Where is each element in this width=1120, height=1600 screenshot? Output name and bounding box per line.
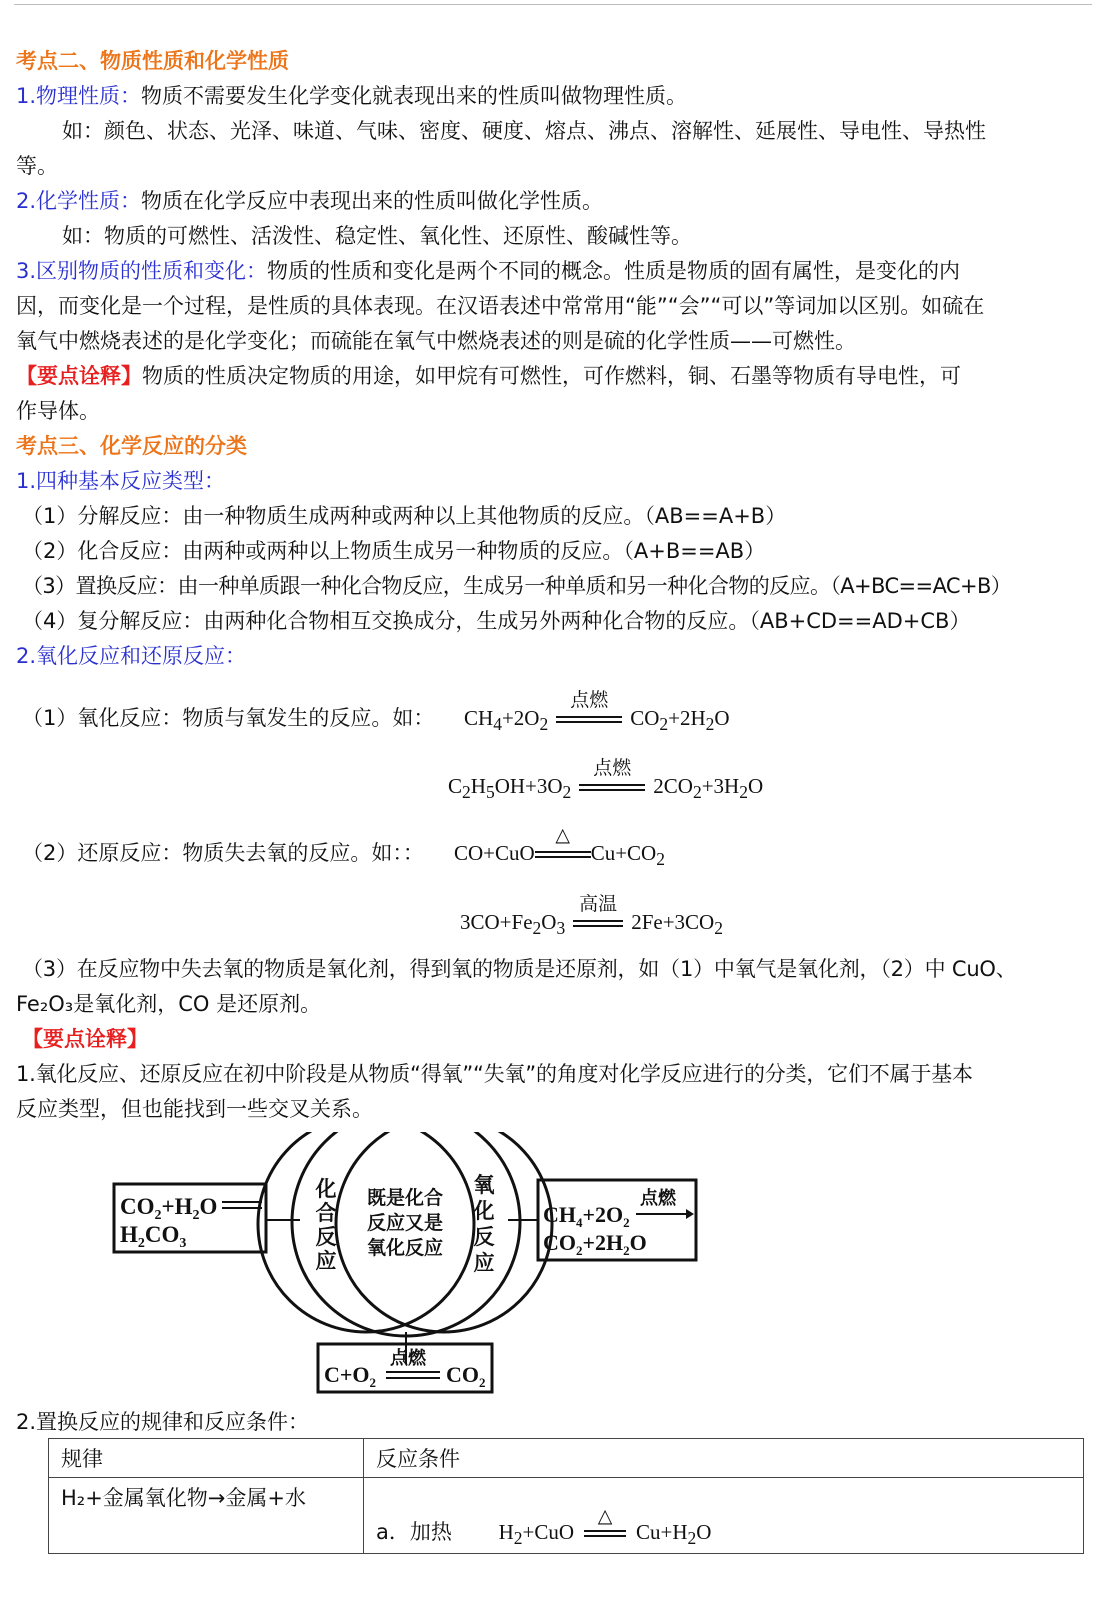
svg-text:点燃: 点燃 bbox=[390, 1348, 426, 1369]
physical-property-example: 如：颜色、状态、光泽、味道、气味、密度、硬度、熔点、沸点、溶解性、延展性、导电性、导热性 bbox=[62, 119, 986, 143]
combination-line: （2）化合反应：由两种或两种以上物质生成另一种物质的反应。（A+B==AB） bbox=[22, 539, 766, 563]
svg-text:既是化合: 既是化合 bbox=[366, 1187, 444, 1209]
methane-equation bbox=[543, 1202, 647, 1258]
svg-text:CO2+H2O: $CO_2+H_2O$ bbox=[120, 1194, 218, 1223]
svg-text:CH4+2O2: $CH_4+2O_2$ bbox=[543, 1202, 630, 1230]
table-header-rule: 规律 bbox=[49, 1439, 364, 1478]
distinguish-line-2: 因，而变化是一个过程，是性质的具体表现。在汉语表述中常常用“能”“会”“可以”等词加以区别。如硫在 bbox=[16, 294, 985, 318]
svg-text:应: 应 bbox=[315, 1249, 337, 1273]
svg-text:化: 化 bbox=[473, 1199, 495, 1223]
reaction-arrow: △ bbox=[535, 850, 591, 860]
svg-text:合: 合 bbox=[315, 1201, 337, 1225]
svg-text:氧: 氧 bbox=[473, 1173, 495, 1197]
equation-ethanol-combustion: $C_2H_5OH+3O_2$ 点燃 $2CO_2+3H_2O$ bbox=[448, 757, 764, 803]
reaction-arrow: 点燃 bbox=[556, 715, 622, 725]
redox-heading: 2.氧化反应和还原反应： bbox=[16, 644, 247, 668]
left-circle-label bbox=[315, 1177, 337, 1273]
cross-relation-line-2: 反应类型，但也能找到一些交叉关系。 bbox=[16, 1097, 373, 1121]
svg-text:CO2+2H2O: $CO_2+2H_2O$ bbox=[543, 1230, 647, 1258]
table-header-condition: 反应条件 bbox=[364, 1439, 1084, 1478]
svg-text:点燃: 点燃 bbox=[640, 1188, 676, 1209]
key-point-line-1: 【要点诠释】物质的性质决定物质的用途，如甲烷有可燃性，可作燃料，铜、石墨等物质有导电性，可 bbox=[16, 364, 961, 388]
svg-text:H2CO3: $H_2CO_3$ bbox=[120, 1222, 187, 1251]
reaction-arrow: 高温 bbox=[573, 919, 623, 929]
chemical-property-example: 如：物质的可燃性、活泼性、稳定性、氧化性、还原性、酸碱性等。 bbox=[62, 224, 692, 248]
section-3-title: 考点三、化学反应的分类 bbox=[16, 434, 247, 458]
svg-text:C+O2: $C+O_2$ bbox=[324, 1362, 377, 1390]
redox-note-line-2: Fe₂O₃是氧化剂，CO 是还原剂。 bbox=[16, 992, 322, 1016]
svg-text:化: 化 bbox=[315, 1177, 337, 1201]
decomposition-line: （1）分解反应：由一种物质生成两种或两种以上其他物质的反应。（AB==A+B） bbox=[22, 504, 787, 528]
cross-relation-line-1: 1.氧化反应、还原反应在初中阶段是从物质“得氧”“失氧”的角度对化学反应进行的分类，它们不属于基本 bbox=[16, 1062, 973, 1086]
distinguish-label: 3.区别物质的性质和变化： bbox=[16, 259, 268, 283]
double-decomposition-line: （4）复分解反应：由两种化合物相互交换成分，生成另外两种化合物的反应。（AB+CD==AD+CB） bbox=[22, 609, 971, 633]
chemical-property-line: 2.化学性质：物质在化学反应中表现出来的性质叫做化学性质。 bbox=[16, 189, 604, 213]
key-point-label-2: 【要点诠释】 bbox=[22, 1027, 148, 1051]
svg-text:反: 反 bbox=[315, 1225, 337, 1249]
table-cell-condition: a．加热 $H_2+CuO$ △ $Cu+H_2O$ bbox=[364, 1478, 1084, 1554]
distinguish-line-1: 3.区别物质的性质和变化：物质的性质和变化是两个不同的概念。性质是物质的固有属性，是变化的内 bbox=[16, 259, 961, 283]
key-point-label: 【要点诠释】 bbox=[16, 364, 142, 388]
intersection-label bbox=[367, 1186, 443, 1259]
right-circle-label bbox=[473, 1173, 496, 1275]
oxidation-label: （1）氧化反应：物质与氧发生的反应。如： bbox=[22, 706, 435, 730]
replacement-rules-table bbox=[48, 1438, 1084, 1554]
reaction-arrow: 点燃 bbox=[579, 783, 645, 793]
replacement-line: （3）置换反应：由一种单质跟一种化合物反应，生成另一种单质和另一种化合物的反应。（A+BC==AC+B） bbox=[22, 574, 1012, 598]
basic-types-heading: 1.四种基本反应类型： bbox=[16, 469, 226, 493]
table-cell-rule: H₂+金属氧化物→金属+水 bbox=[49, 1478, 364, 1554]
table-header-row bbox=[49, 1439, 1084, 1478]
reaction-venn-diagram bbox=[0, 1132, 720, 1394]
svg-text:反: 反 bbox=[473, 1225, 495, 1249]
svg-text:反应又是: 反应又是 bbox=[366, 1212, 444, 1234]
svg-text:氧化反应: 氧化反应 bbox=[366, 1237, 444, 1259]
replacement-rules-heading: 2.置换反应的规律和反应条件： bbox=[16, 1410, 310, 1434]
chemical-property-label: 2.化学性质： bbox=[16, 189, 142, 213]
reduction-label: （2）还原反应：物质失去氧的反应。如：： bbox=[22, 841, 424, 865]
equation-methane-combustion: $CH_4+2O_2$ 点燃 $CO_2+2H_2O$ bbox=[464, 689, 730, 735]
physical-property-line: 1.物理性质：物质不需要发生化学变化就表现出来的性质叫做物理性质。 bbox=[16, 84, 688, 108]
redox-note-line-1: （3）在反应物中失去氧的物质是氧化剂，得到氧的物质是还原剂，如（1）中氧气是氧化剂，（2）中 CuO、 bbox=[22, 957, 1017, 981]
equation-co-fe2o3: $3CO+Fe_2O_3$ 高温 $2Fe+3CO_2$ bbox=[460, 893, 723, 939]
distinguish-line-3: 氧气中燃烧表述的是化学变化；而硫能在氧气中燃烧表述的则是硫的化学性质——可燃性。 bbox=[16, 329, 856, 353]
carbonic-acid-equation bbox=[120, 1194, 217, 1251]
table-row bbox=[49, 1478, 1084, 1554]
physical-property-example-end: 等。 bbox=[16, 154, 58, 178]
top-rule bbox=[14, 4, 1092, 5]
physical-property-label: 1.物理性质： bbox=[16, 84, 142, 108]
key-point-line-2: 作导体。 bbox=[16, 399, 100, 423]
reaction-arrow: △ bbox=[584, 1529, 626, 1539]
equation-h2-cuo: $H_2+CuO$ △ $Cu+H_2O$ bbox=[498, 1505, 712, 1549]
equation-co-cuo: CO+CuO △ $Cu+CO_2$ bbox=[454, 824, 665, 870]
svg-text:CO2: $CO_2$ bbox=[446, 1362, 486, 1390]
svg-text:应: 应 bbox=[473, 1251, 495, 1275]
section-2-title: 考点二、物质性质和化学性质 bbox=[16, 49, 289, 73]
